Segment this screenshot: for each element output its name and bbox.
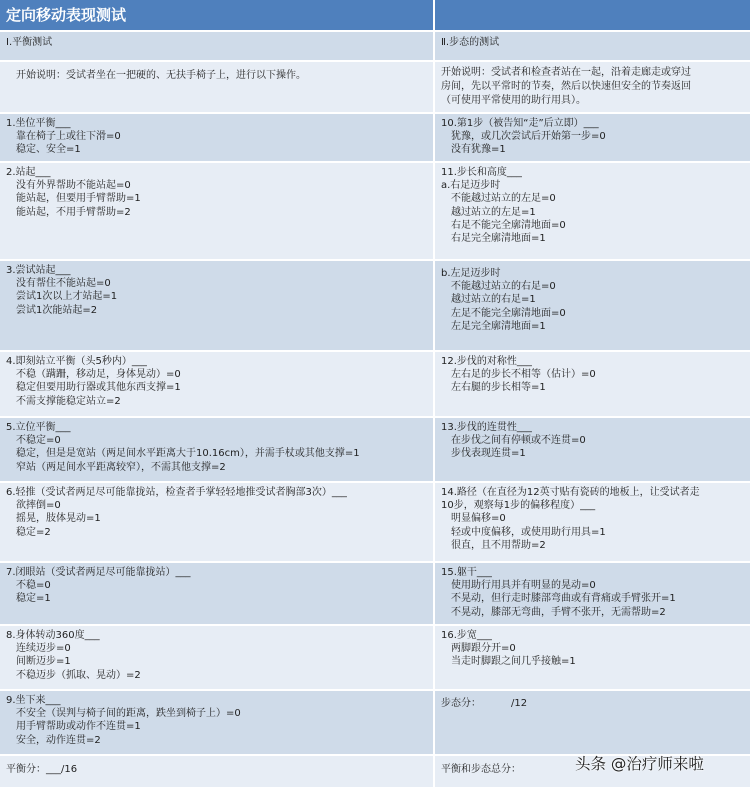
item-4-immediate-standing: 4.即刻站立平衡（头5秒内）___ 不稳（蹒跚，移动足，身体晃动）=0 稳定但要用助行器或其他东西支撑=1 不需支撑能稳定站立=2 <box>0 352 433 416</box>
total-score: 平衡和步态总分： <box>435 756 750 787</box>
gait-intro: 开始说明：受试者和检查者站在一起，沿着走廊走或穿过 房间，先以平常时的节奏，然后以快速但安全的节奏返回 （可使用平常使用的助行用具）。 <box>435 62 750 112</box>
item-15-trunk: 15.躯干___ 使用助行用具并有明显的晃动=0 不晃动，但行走时膝部弯曲或有背痛或手臂张开=1 不晃动，膝部无弯曲，手臂不张开，无需帮助=2 <box>435 563 750 624</box>
item-2-standing-up: 2.站起___ 没有外界帮助不能站起=0 能站起，但要用手臂帮助=1 能站起，不用手臂帮助=2 <box>0 163 433 259</box>
item-1-sitting-balance: 1.坐位平衡___ 靠在椅子上或往下滑=0 稳定、安全=1 <box>0 114 433 161</box>
item-9-sitting-down: 9.坐下来___ 不安全（误判与椅子间的距离，跌坐到椅子上）=0 用手臂帮助或动作不连贯=1 安全，动作连贯=2 <box>0 691 433 754</box>
item-8-turn-360: 8.身体转动360度___ 连续迈步=0 间断迈步=1 不稳迈步（抓取、晃动）=2 <box>0 626 433 689</box>
watermark: 头条 @治疗师来啦 <box>575 755 704 773</box>
item-14-path: 14.路径（在直径为12英寸贴有瓷砖的地板上，让受试者走 10步，观察每1步的偏移程度）___ 明显偏移=0 轻或中度偏移，或使用助行用具=1 很直，且不用帮助=2 <box>435 483 750 561</box>
item-16-step-width: 16.步宽___ 两脚跟分开=0 当走时脚跟之间几乎接触=1 <box>435 626 750 689</box>
gait-section-title: Ⅱ.步态的测试 <box>435 32 750 60</box>
item-3-attempt-stand: 3.尝试站起___ 没有帮住不能站起=0 尝试1次以上才站起=1 尝试1次能站起=2 <box>0 261 433 350</box>
balance-section-title: Ⅰ.平衡测试 <box>0 32 433 60</box>
balance-intro: 开始说明：受试者坐在一把硬的、无扶手椅子上，进行以下操作。 <box>0 62 433 112</box>
item-7-eyes-closed: 7.闭眼站（受试者两足尽可能靠拢站）___ 不稳=0 稳定=1 <box>0 563 433 624</box>
item-10-first-step: 10.第1步（被告知“走”后立即）___ 犹豫，或几次尝试后开始第一步=0 没有犹豫=1 <box>435 114 750 161</box>
item-13-step-continuity: 13.步伐的连贯性___ 在步伐之间有停顿或不连贯=0 步伐表现连贯=1 <box>435 418 750 481</box>
table-header-title: 定向移动表现测试 <box>0 0 433 30</box>
table-header-right <box>435 0 750 30</box>
item-11b-left-foot-step: b.左足迈步时 不能越过站立的右足=0 越过站立的右足=1 左足不能完全廓清地面=0 左足完全廓清地面=1 <box>435 261 750 350</box>
balance-score: 平衡分：___/16 <box>0 756 433 787</box>
item-11a-right-foot-step: 11.步长和高度___ a.右足迈步时 不能越过站立的左足=0 越过站立的左足=1 右足不能完全廓清地面=0 右足完全廓清地面=1 <box>435 163 750 259</box>
item-5-standing-balance: 5.立位平衡___ 不稳定=0 稳定，但是是宽站（两足间水平距离大于10.16cm），并需手杖或其他支撑=1 窄站（两足间水平距离较窄），不需其他支撑=2 <box>0 418 433 481</box>
item-6-nudge: 6.轻推（受试者两足尽可能靠拢站，检查者手掌轻轻地推受试者胸部3次）___ 欲摔倒=0 摇晃，肢体晃动=1 稳定=2 <box>0 483 433 561</box>
gait-score: 步态分： /12 <box>435 691 750 754</box>
item-12-step-symmetry: 12.步伐的对称性___ 左右足的步长不相等（估计）=0 左右腿的步长相等=1 <box>435 352 750 416</box>
